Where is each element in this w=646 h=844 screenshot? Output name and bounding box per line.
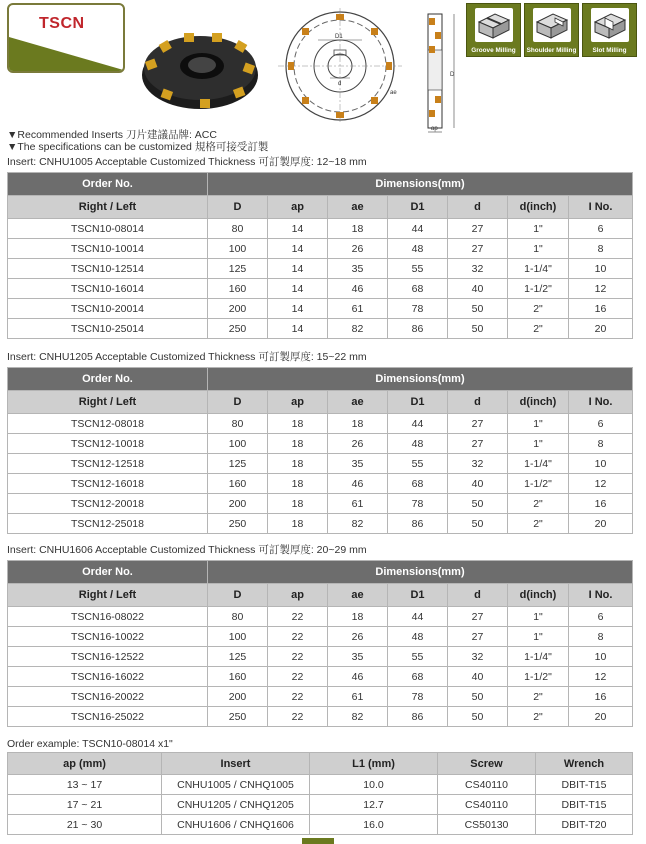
label-ap: ap: [431, 126, 438, 132]
dimension-cell: 46: [328, 474, 388, 494]
dimension-cell: 14: [268, 319, 328, 339]
dimension-cell: 10: [569, 454, 633, 474]
dimension-cell: 18: [268, 474, 328, 494]
header-right-left: Right / Left: [8, 391, 208, 414]
dimension-cell: 100: [208, 627, 268, 647]
dimension-cell: 46: [328, 667, 388, 687]
dimension-cell: 14: [268, 279, 328, 299]
shoulder-milling-icon: [533, 8, 571, 42]
dimension-cell: 6: [569, 219, 633, 239]
dimension-cell: 44: [388, 414, 448, 434]
dimension-cell: 1": [508, 627, 569, 647]
header-col: D: [208, 584, 268, 607]
mode-label: Groove Milling: [471, 47, 516, 54]
order-no-cell: TSCN16-20022: [8, 687, 208, 707]
header-col: D1: [388, 196, 448, 219]
table-row: [8, 494, 633, 514]
order-no-cell: TSCN16-08022: [8, 607, 208, 627]
order-no-cell: TSCN10-12514: [8, 259, 208, 279]
dimension-cell: 44: [388, 607, 448, 627]
dimension-cell: 35: [328, 647, 388, 667]
table-row: [8, 319, 633, 339]
dimension-cell: 6: [569, 414, 633, 434]
header-col: ap: [268, 196, 328, 219]
header-order-no: Order No.: [8, 173, 208, 196]
dimension-cell: 48: [388, 627, 448, 647]
dimension-cell: 26: [328, 434, 388, 454]
dimension-cell: 14: [268, 299, 328, 319]
accessory-cell: CS40110: [438, 795, 536, 815]
accessory-cell: 13 ~ 17: [8, 775, 162, 795]
spec-table: [7, 172, 633, 339]
dimension-cell: 50: [448, 494, 508, 514]
notes: [7, 130, 268, 153]
dimension-cell: 1-1/4": [508, 647, 569, 667]
slot-milling-icon: [591, 8, 629, 42]
header-right-left: Right / Left: [8, 196, 208, 219]
dimension-cell: 2": [508, 494, 569, 514]
dimension-cell: 46: [328, 279, 388, 299]
dimension-cell: 10: [569, 259, 633, 279]
mode-label: Slot Milling: [592, 47, 627, 54]
table-row: [8, 414, 633, 434]
accessory-cell: CNHU1005 / CNHQ1005: [162, 775, 310, 795]
spec-table: [7, 560, 633, 727]
table-row: [8, 775, 633, 795]
dimension-cell: 78: [388, 299, 448, 319]
dimension-cell: 1-1/2": [508, 474, 569, 494]
header-l1: L1 (mm): [310, 753, 438, 775]
dimension-cell: 1": [508, 414, 569, 434]
dimension-cell: 200: [208, 687, 268, 707]
header-col: D1: [388, 391, 448, 414]
header-row-columns: [8, 584, 633, 607]
dimension-cell: 82: [328, 707, 388, 727]
footer-bar: [302, 838, 334, 844]
dimension-cell: 48: [388, 434, 448, 454]
table-row: [8, 707, 633, 727]
table-row: [8, 219, 633, 239]
dimension-cell: 44: [388, 219, 448, 239]
dimension-cell: 78: [388, 687, 448, 707]
section-label: Insert: CNHU1205 Acceptable Customized Thickness 可訂製厚度: 15~22 mm: [7, 351, 367, 363]
header-col: d(inch): [508, 584, 569, 607]
dimension-cell: 22: [268, 707, 328, 727]
header-col: d(inch): [508, 196, 569, 219]
header-row-top: [8, 173, 633, 196]
logo-triangle: [9, 37, 125, 71]
table-row: [8, 239, 633, 259]
dimension-cell: 1-1/2": [508, 279, 569, 299]
accessory-cell: CS40110: [438, 775, 536, 795]
dimension-cell: 250: [208, 319, 268, 339]
header-col: ap: [268, 584, 328, 607]
note-recommended-inserts: ▼Recommended Inserts 刀片建議品牌: ACC: [7, 129, 217, 141]
dimension-cell: 27: [448, 627, 508, 647]
order-no-cell: TSCN10-08014: [8, 219, 208, 239]
dimension-cell: 26: [328, 627, 388, 647]
header-col: ae: [328, 196, 388, 219]
order-no-cell: TSCN10-16014: [8, 279, 208, 299]
dimension-cell: 100: [208, 434, 268, 454]
dimension-cell: 8: [569, 627, 633, 647]
table-row: [8, 687, 633, 707]
dimension-cell: 22: [268, 667, 328, 687]
dimension-cell: 27: [448, 434, 508, 454]
dimension-cell: 18: [268, 414, 328, 434]
mode-label: Shoulder Milling: [526, 47, 577, 54]
accessory-cell: CNHU1205 / CNHQ1205: [162, 795, 310, 815]
header-col: ae: [328, 584, 388, 607]
dimension-cell: 68: [388, 279, 448, 299]
mode-shoulder-milling: [524, 3, 579, 57]
dimension-cell: 82: [328, 514, 388, 534]
dimension-cell: 125: [208, 454, 268, 474]
dimension-cell: 61: [328, 494, 388, 514]
dimension-cell: 20: [569, 319, 633, 339]
accessory-cell: 21 ~ 30: [8, 815, 162, 835]
header-insert: Insert: [162, 753, 310, 775]
order-no-cell: TSCN12-20018: [8, 494, 208, 514]
dimension-cell: 50: [448, 687, 508, 707]
order-example: Order example: TSCN10-08014 x1": [7, 738, 173, 750]
table-row: [8, 279, 633, 299]
table-row: [8, 259, 633, 279]
label-d: d: [338, 81, 342, 87]
header-ap: ap (mm): [8, 753, 162, 775]
cutter-photo: [140, 20, 260, 115]
header-row-columns: [8, 196, 633, 219]
dimension-cell: 18: [328, 219, 388, 239]
header-right-left: Right / Left: [8, 584, 208, 607]
dimension-cell: 18: [268, 454, 328, 474]
accessory-cell: CS50130: [438, 815, 536, 835]
header-screw: Screw: [438, 753, 536, 775]
order-no-cell: TSCN16-12522: [8, 647, 208, 667]
order-no-cell: TSCN16-25022: [8, 707, 208, 727]
header-row-top: [8, 368, 633, 391]
dimension-cell: 1": [508, 239, 569, 259]
table-row: [8, 627, 633, 647]
table-row: [8, 434, 633, 454]
header-col: d: [448, 391, 508, 414]
table-row: [8, 647, 633, 667]
label-D: D: [450, 72, 455, 78]
dimension-cell: 35: [328, 454, 388, 474]
dimension-cell: 100: [208, 239, 268, 259]
dimension-cell: 55: [388, 647, 448, 667]
dimension-cell: 2": [508, 319, 569, 339]
dimension-cell: 32: [448, 259, 508, 279]
groove-milling-icon: [475, 8, 513, 42]
dimension-cell: 1": [508, 219, 569, 239]
dimension-cell: 2": [508, 687, 569, 707]
dimension-cell: 22: [268, 607, 328, 627]
dimension-cell: 86: [388, 319, 448, 339]
dimension-cell: 8: [569, 239, 633, 259]
header-dimensions: Dimensions(mm): [208, 368, 633, 391]
dimension-cell: 18: [268, 434, 328, 454]
dimension-cell: 200: [208, 494, 268, 514]
accessory-cell: 12.7: [310, 795, 438, 815]
accessory-cell: CNHU1606 / CNHQ1606: [162, 815, 310, 835]
order-no-cell: TSCN10-20014: [8, 299, 208, 319]
table-row: [8, 299, 633, 319]
accessory-cell: 17 ~ 21: [8, 795, 162, 815]
dimension-cell: 55: [388, 454, 448, 474]
dimension-cell: 26: [328, 239, 388, 259]
label-ae: ae: [390, 90, 397, 96]
table-row: [8, 815, 633, 835]
header-col: I No.: [569, 584, 633, 607]
order-no-cell: TSCN12-16018: [8, 474, 208, 494]
dimension-cell: 78: [388, 494, 448, 514]
dimension-cell: 22: [268, 627, 328, 647]
label-d1: D1: [335, 34, 343, 40]
dimension-cell: 68: [388, 667, 448, 687]
dimension-cell: 86: [388, 707, 448, 727]
spec-table: [7, 367, 633, 534]
order-no-cell: TSCN10-25014: [8, 319, 208, 339]
dimension-cell: 1": [508, 607, 569, 627]
dimension-cell: 50: [448, 707, 508, 727]
mode-slot-milling: [582, 3, 637, 57]
header-row-columns: [8, 391, 633, 414]
dimension-cell: 1": [508, 434, 569, 454]
table-row: [8, 667, 633, 687]
dimension-cell: 40: [448, 279, 508, 299]
dimension-cell: 160: [208, 279, 268, 299]
accessories-table: [7, 752, 633, 835]
dimension-cell: 125: [208, 259, 268, 279]
section-label: Insert: CNHU1005 Acceptable Customized Thickness 可訂製厚度: 12~18 mm: [7, 156, 367, 168]
dimension-cell: 80: [208, 414, 268, 434]
table-row: [8, 514, 633, 534]
dimension-cell: 1-1/4": [508, 454, 569, 474]
dimension-cell: 48: [388, 239, 448, 259]
dimension-cell: 12: [569, 667, 633, 687]
dimension-cell: 55: [388, 259, 448, 279]
section-label: Insert: CNHU1606 Acceptable Customized Thickness 可訂製厚度: 20~29 mm: [7, 544, 367, 556]
dimension-cell: 18: [268, 514, 328, 534]
dimension-cell: 50: [448, 319, 508, 339]
dimension-cell: 14: [268, 219, 328, 239]
header-dimensions: Dimensions(mm): [208, 561, 633, 584]
table-row: [8, 474, 633, 494]
dimension-cell: 80: [208, 607, 268, 627]
dimension-cell: 1-1/4": [508, 259, 569, 279]
dimension-cell: 10: [569, 647, 633, 667]
order-no-cell: TSCN16-10022: [8, 627, 208, 647]
header-col: d(inch): [508, 391, 569, 414]
milling-modes: [466, 3, 638, 57]
dimension-cell: 32: [448, 647, 508, 667]
order-no-cell: TSCN16-16022: [8, 667, 208, 687]
accessories-header-row: [8, 753, 633, 775]
dimension-cell: 68: [388, 474, 448, 494]
dimension-cell: 27: [448, 239, 508, 259]
header-col: ae: [328, 391, 388, 414]
header-dimensions: Dimensions(mm): [208, 173, 633, 196]
table-row: [8, 454, 633, 474]
table-row: [8, 607, 633, 627]
dimension-cell: 16: [569, 687, 633, 707]
dimension-cell: 22: [268, 687, 328, 707]
dimension-cell: 16: [569, 494, 633, 514]
cutter-drawing: [268, 6, 418, 126]
mode-groove-milling: [466, 3, 521, 57]
order-no-cell: TSCN12-25018: [8, 514, 208, 534]
header-col: D: [208, 196, 268, 219]
dimension-cell: 250: [208, 514, 268, 534]
dimension-cell: 32: [448, 454, 508, 474]
accessory-cell: DBIT-T15: [536, 775, 633, 795]
dimension-cell: 160: [208, 667, 268, 687]
dimension-cell: 6: [569, 607, 633, 627]
header-col: I No.: [569, 391, 633, 414]
dimension-cell: 14: [268, 239, 328, 259]
dimension-cell: 2": [508, 707, 569, 727]
header-order-no: Order No.: [8, 561, 208, 584]
note-customization: ▼The specifications can be customized 規格可接受訂製: [7, 140, 269, 153]
dimension-cell: 1-1/2": [508, 667, 569, 687]
product-logo: [7, 3, 125, 73]
dimension-cell: 160: [208, 474, 268, 494]
header-col: d: [448, 196, 508, 219]
dimension-cell: 2": [508, 514, 569, 534]
dimension-cell: 27: [448, 219, 508, 239]
dimension-cell: 27: [448, 414, 508, 434]
dimension-cell: 12: [569, 474, 633, 494]
dimension-cell: 12: [569, 279, 633, 299]
dimension-cell: 20: [569, 707, 633, 727]
dimension-cell: 14: [268, 259, 328, 279]
cutter-side-view: [420, 10, 470, 135]
dimension-cell: 18: [328, 607, 388, 627]
dimension-cell: 80: [208, 219, 268, 239]
logo-text: TSCN: [39, 15, 85, 32]
dimension-cell: 50: [448, 299, 508, 319]
dimension-cell: 18: [268, 494, 328, 514]
dimension-cell: 27: [448, 607, 508, 627]
dimension-cell: 61: [328, 299, 388, 319]
dimension-cell: 18: [328, 414, 388, 434]
accessory-cell: 16.0: [310, 815, 438, 835]
table-row: [8, 795, 633, 815]
header-wrench: Wrench: [536, 753, 633, 775]
order-no-cell: TSCN12-12518: [8, 454, 208, 474]
header-order-no: Order No.: [8, 368, 208, 391]
dimension-cell: 61: [328, 687, 388, 707]
dimension-cell: 250: [208, 707, 268, 727]
dimension-cell: 16: [569, 299, 633, 319]
dimension-cell: 22: [268, 647, 328, 667]
accessory-cell: DBIT-T20: [536, 815, 633, 835]
header-col: d: [448, 584, 508, 607]
dimension-cell: 2": [508, 299, 569, 319]
dimension-cell: 20: [569, 514, 633, 534]
dimension-cell: 86: [388, 514, 448, 534]
dimension-cell: 40: [448, 667, 508, 687]
header-col: ap: [268, 391, 328, 414]
accessory-cell: 10.0: [310, 775, 438, 795]
header-row-top: [8, 561, 633, 584]
order-no-cell: TSCN12-10018: [8, 434, 208, 454]
header-col: D1: [388, 584, 448, 607]
order-no-cell: TSCN12-08018: [8, 414, 208, 434]
dimension-cell: 40: [448, 474, 508, 494]
accessory-cell: DBIT-T15: [536, 795, 633, 815]
dimension-cell: 125: [208, 647, 268, 667]
dimension-cell: 82: [328, 319, 388, 339]
dimension-cell: 50: [448, 514, 508, 534]
header-col: D: [208, 391, 268, 414]
header-col: I No.: [569, 196, 633, 219]
dimension-cell: 8: [569, 434, 633, 454]
header-area: [0, 0, 646, 132]
order-no-cell: TSCN10-10014: [8, 239, 208, 259]
dimension-cell: 35: [328, 259, 388, 279]
dimension-cell: 200: [208, 299, 268, 319]
